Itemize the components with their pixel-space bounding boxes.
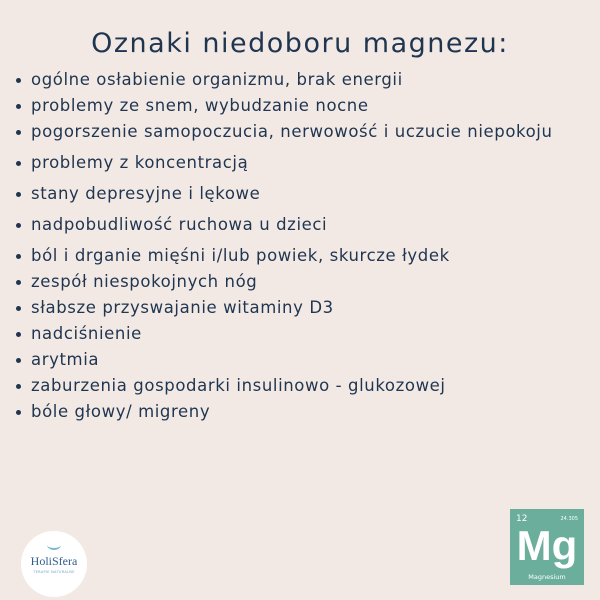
periodic-element-tile (510, 509, 584, 585)
list-item: pogorszenie samopoczucia, nerwowość i uczucie niepokoju (14, 120, 574, 143)
logo-name: HoliSfera (30, 554, 78, 568)
symptom-list (14, 68, 574, 426)
list-item: problemy z koncentracją (14, 151, 574, 174)
list-item: arytmia (14, 348, 574, 371)
list-item: bóle głowy/ migreny (14, 400, 574, 423)
list-item: zespół niespokojnych nóg (14, 270, 574, 293)
logo-tagline: TERAPIE NATURALNE (33, 570, 75, 574)
flower-icon (47, 540, 61, 550)
list-item: zaburzenia gospodarki insulinowo - glukozowej (14, 374, 574, 397)
list-item: problemy ze snem, wybudzanie nocne (14, 94, 574, 117)
list-item: stany depresyjne i lękowe (14, 182, 574, 205)
element-name: Magnesium (528, 573, 566, 581)
atomic-mass: 24.305 (560, 516, 578, 522)
list-item: nadciśnienie (14, 322, 574, 345)
atomic-number: 12 (516, 514, 528, 524)
list-item: nadpobudliwość ruchowa u dzieci (14, 213, 574, 236)
list-item: ogólne osłabienie organizmu, brak energii (14, 68, 574, 91)
list-item: słabsze przyswajanie witaminy D3 (14, 296, 574, 319)
element-symbol: Mg (516, 522, 578, 569)
list-item: ból i drganie mięśni i/lub powiek, skurcze łydek (14, 244, 574, 267)
holisfera-logo (21, 531, 87, 597)
page-title: Oznaki niedoboru magnezu: (91, 28, 509, 59)
